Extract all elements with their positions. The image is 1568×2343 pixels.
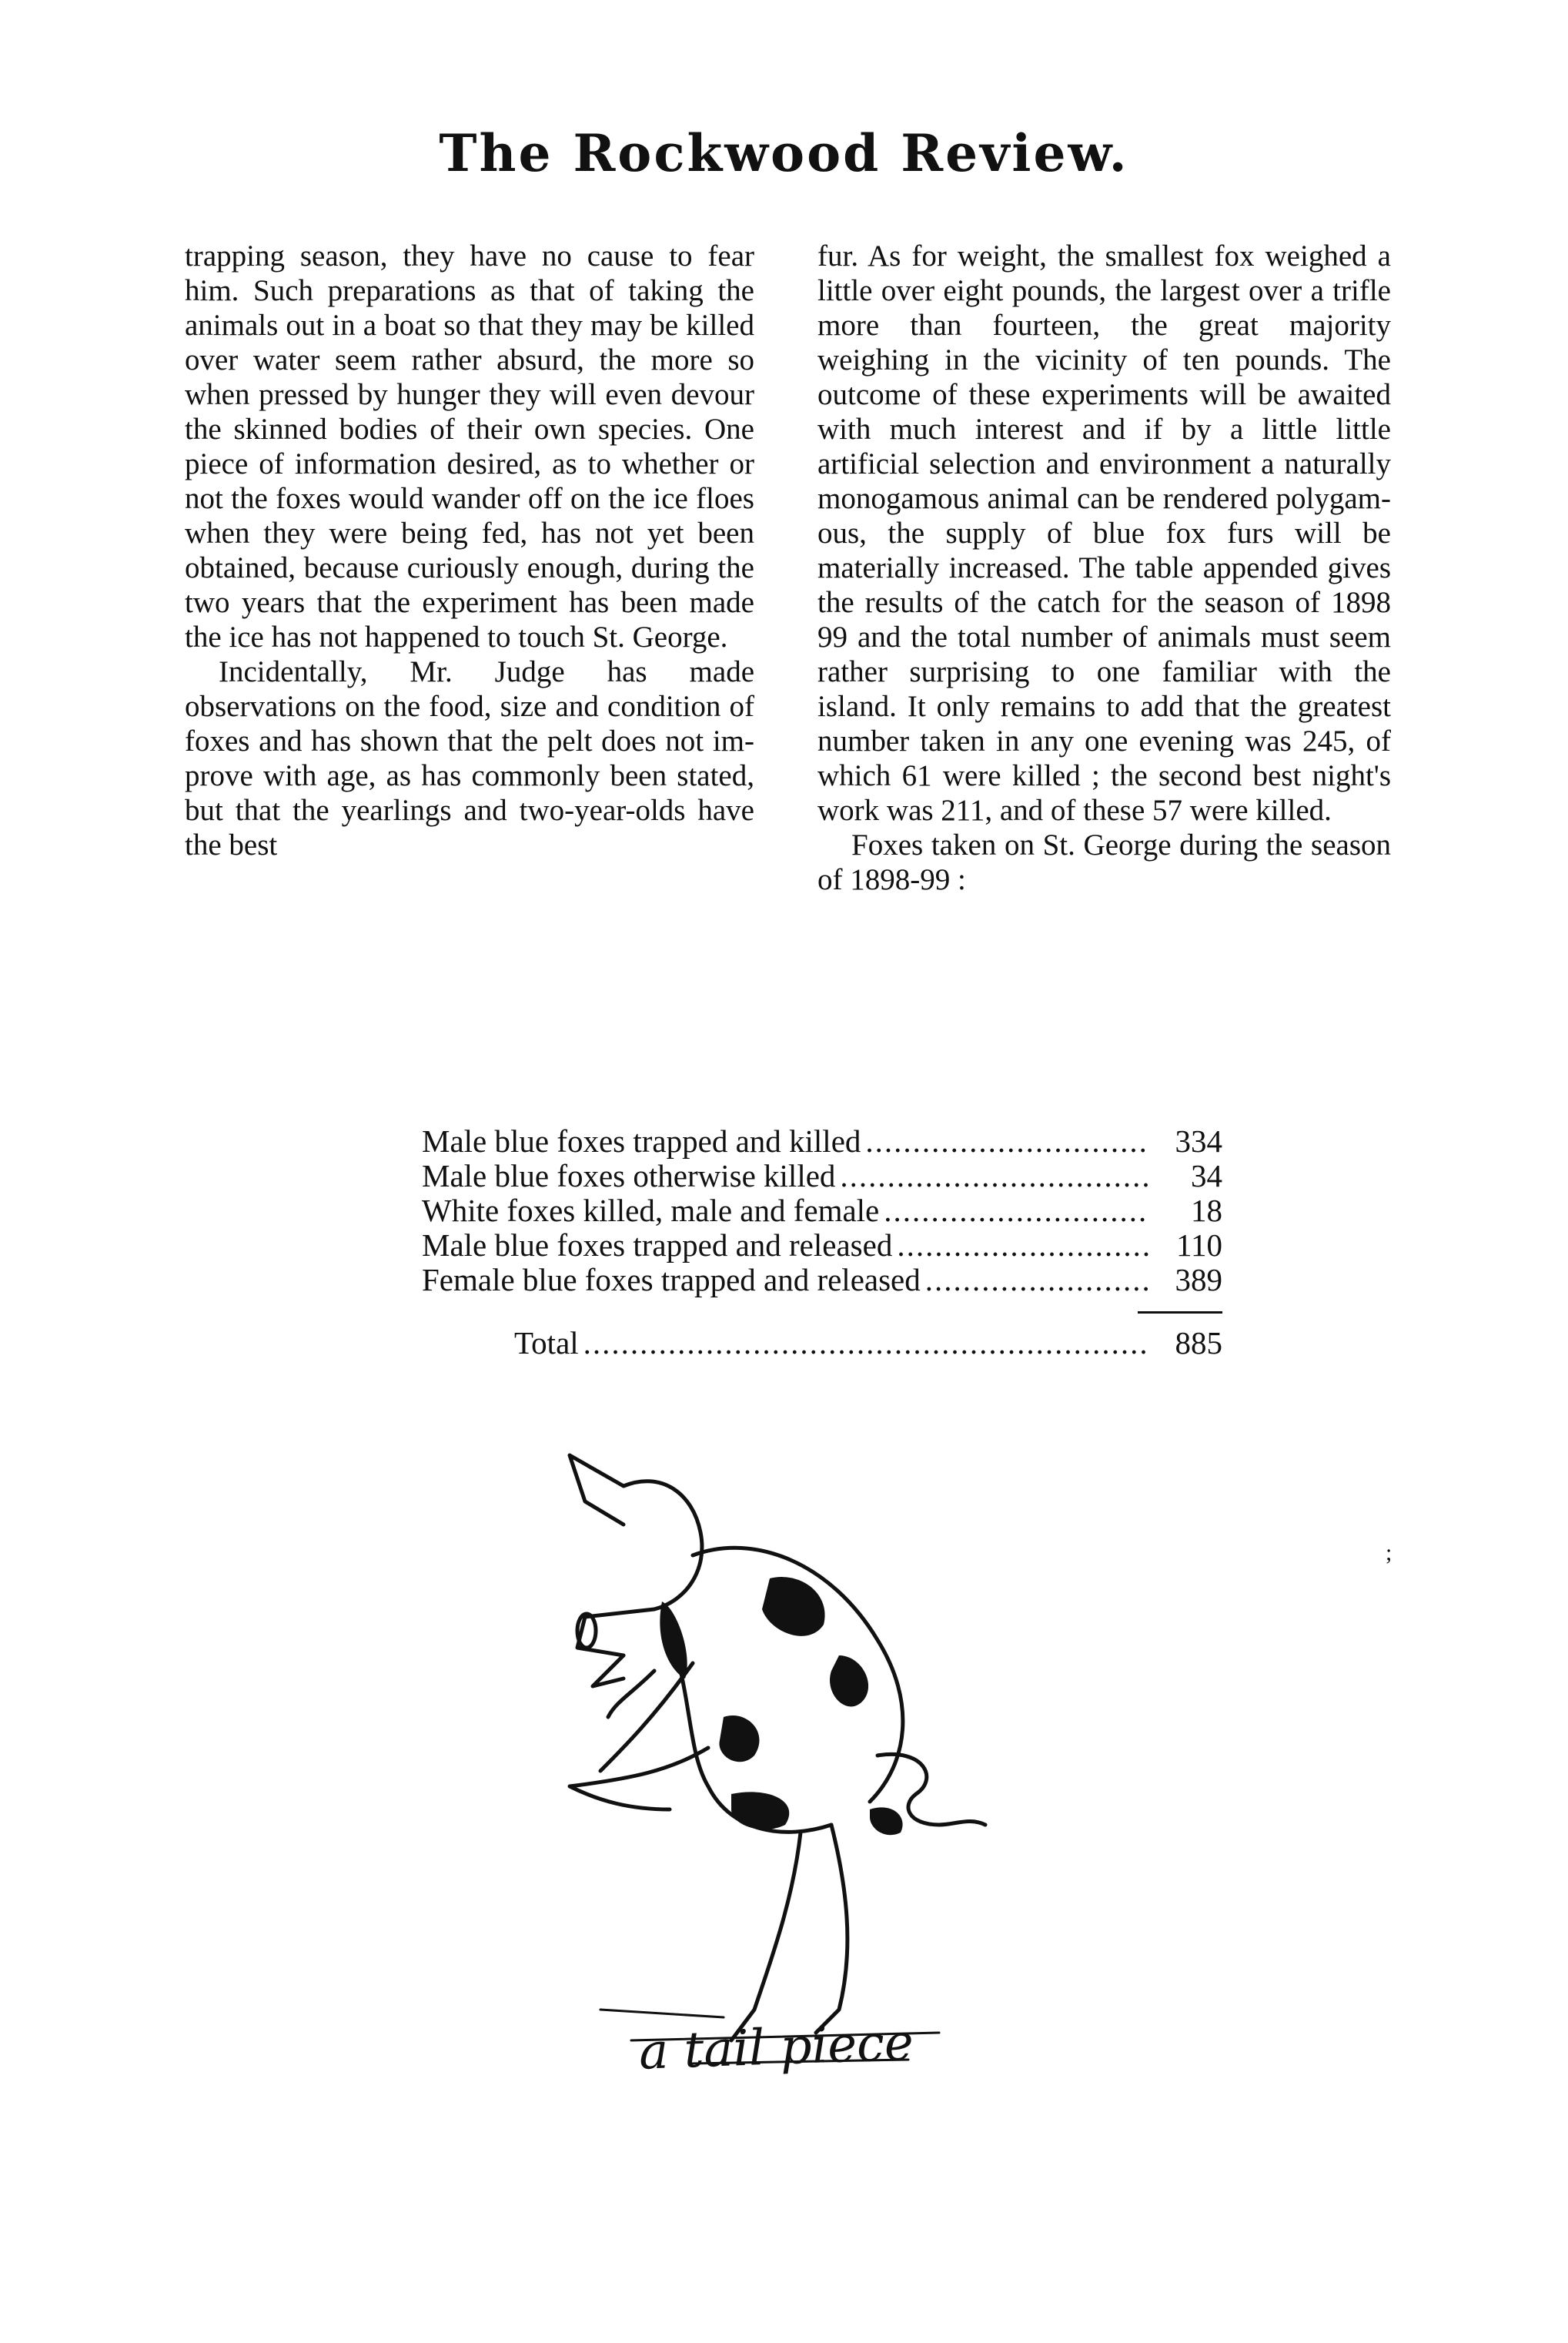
table-row (422, 1193, 1222, 1228)
row-label: Female blue foxes trapped and released (422, 1262, 921, 1297)
total-label: Total (514, 1325, 579, 1361)
dot-leader (884, 1193, 1148, 1228)
paragraph: fur. As for weight, the smallest fox weighed a little over eight pounds, the largest over a trifle more than fourteen, the great majority weighing in the vicinity of ten pounds. The outcome of these experiments will be awaited with much interest and if by a little little artificial selection and environment a naturally monogamous animal can be rendered polygamous, the supply of blue fox furs will be materially increased. The table appended gives the results of the catch for the season of 1898 99 and the total number of animals must seem rather surprising to one familiar with the island. It only remains to add that the greatest number taken in any one evening was 245, of which 61 were killed ; the second best night's work was 211, and of these 57 were killed. (817, 239, 1391, 827)
total-value: 885 (1175, 1325, 1222, 1361)
fox-catch-table (422, 1124, 1222, 1361)
illustration-caption: a tail piece (637, 2014, 914, 2081)
page-title: The Rockwood Review. (439, 123, 1129, 183)
dot-leader (925, 1263, 1148, 1297)
print-speck: ; (1386, 1540, 1392, 1565)
paragraph: Incidentally, Mr. Judge has made observations on the food, size and condition of foxes and has shown that the pelt does not improve with age, as has commonly been stated, but that the yearlings and two-year-olds have the best (185, 655, 754, 862)
row-label: Male blue foxes otherwise killed (422, 1158, 836, 1193)
row-label: Male blue foxes trapped and released (422, 1227, 893, 1263)
row-value: 110 (1176, 1227, 1222, 1263)
left-column (185, 239, 754, 862)
table-row (422, 1228, 1222, 1263)
dot-leader (840, 1159, 1148, 1193)
row-value: 334 (1175, 1123, 1222, 1159)
row-value: 389 (1175, 1262, 1222, 1297)
table-row (422, 1263, 1222, 1297)
dot-leader (865, 1124, 1148, 1159)
dot-leader (583, 1326, 1148, 1361)
table-row (422, 1124, 1222, 1159)
table-row (422, 1159, 1222, 1193)
table-total-row (422, 1326, 1222, 1361)
row-label: White foxes killed, male and female (422, 1193, 880, 1228)
row-value: 18 (1191, 1193, 1222, 1228)
total-rule (1138, 1311, 1222, 1314)
row-label: Male blue foxes trapped and killed (422, 1123, 861, 1159)
right-column (817, 239, 1391, 897)
paragraph: Foxes taken on St. George during the season of 1898-99 : (817, 828, 1391, 896)
paragraph: trapping season, they have no cause to fear him. Such preparations as that of taking the animals out in a boat so that they may be killed over water seem rather absurd, the more so when pressed by hunger they will even devour the skinned bodies of their own species. One piece of information desired, as to whether or not the foxes would wander off on the ice floes when they were being fed, has not yet been obtained, because curiously enough, during the two years that the experiment has been made the ice has not happened to touch St. George. (185, 239, 754, 654)
dot-leader (897, 1228, 1148, 1263)
row-value: 34 (1191, 1158, 1222, 1193)
